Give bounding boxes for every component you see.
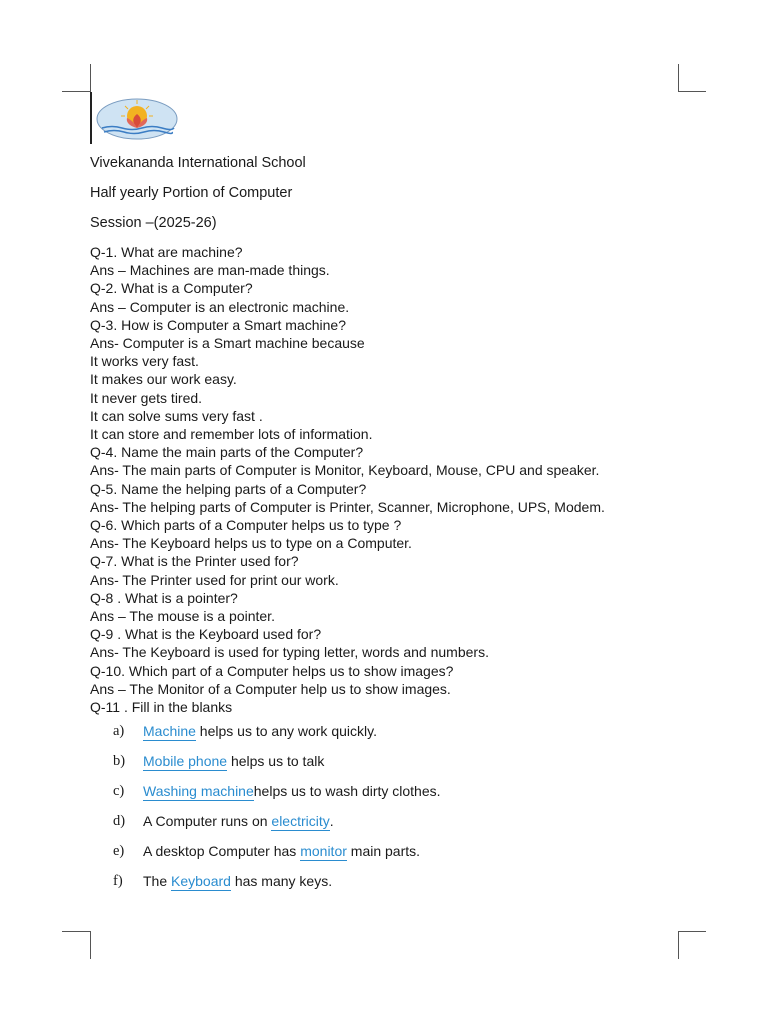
blank-answer: monitor	[300, 843, 347, 859]
fill-in-the-blanks-list	[90, 722, 730, 902]
text-line: It never gets tired.	[90, 389, 203, 406]
text-line: Q-3. How is Computer a Smart machine?	[90, 316, 346, 333]
document-title: Half yearly Portion of Computer	[90, 185, 293, 201]
crop-mark-top-left-v	[90, 64, 91, 92]
list-item	[90, 752, 730, 782]
text-after: helps us to any work quickly.	[195, 723, 377, 739]
text-line: Q-4. Name the main parts of the Computer?	[90, 444, 364, 461]
list-item-text	[143, 872, 332, 891]
crop-mark-bottom-left-v	[90, 931, 91, 959]
school-name: Vivekananda International School	[90, 155, 306, 171]
text-line: Q-2. What is a Computer?	[90, 280, 253, 297]
list-item	[90, 842, 730, 872]
list-item-text	[143, 722, 377, 741]
question-answer-list	[90, 243, 730, 716]
blank-answer: Machine	[143, 723, 196, 739]
text-line: It can store and remember lots of information.	[90, 426, 373, 443]
text-line: Ans- The helping parts of Computer is Printer, Scanner, Microphone, UPS, Modem.	[90, 498, 605, 515]
blank-answer: Washing machine	[143, 783, 254, 799]
text-line: Ans – Computer is an electronic machine.	[90, 298, 350, 315]
blank-answer: electricity	[271, 813, 330, 829]
crop-mark-bottom-left-h	[62, 931, 90, 932]
text-line: Q-5. Name the helping parts of a Computer?	[90, 480, 367, 497]
list-item	[90, 812, 730, 842]
crop-mark-top-right-h	[678, 91, 706, 92]
text-line: Ans- The Keyboard helps us to type on a Computer.	[90, 535, 412, 552]
list-item-text	[143, 782, 441, 801]
text-line: Ans- The main parts of Computer is Monitor, Keyboard, Mouse, CPU and speaker.	[90, 462, 600, 479]
text-line: It works very fast.	[90, 353, 199, 370]
list-marker: a)	[113, 723, 125, 739]
text-after: main parts.	[346, 843, 421, 859]
text-after: .	[329, 813, 334, 829]
text-line: Q-1. What are machine?	[90, 244, 243, 260]
list-item-text	[143, 842, 420, 861]
list-marker: e)	[113, 843, 125, 859]
text-line: Q-6. Which parts of a Computer helps us to type ?	[90, 517, 402, 534]
session-label: Session –(2025-26)	[90, 215, 217, 231]
crop-mark-top-right-v	[678, 64, 679, 92]
list-marker: c)	[113, 783, 125, 799]
text-after: has many keys.	[230, 873, 333, 889]
text-before: The	[143, 873, 172, 889]
text-line: It makes our work easy.	[90, 371, 237, 388]
text-line: Ans – Machines are man-made things.	[90, 262, 330, 279]
lotus-sun-logo-icon	[92, 92, 183, 144]
crop-mark-bottom-right-h	[678, 931, 706, 932]
list-item	[90, 722, 730, 752]
text-line: Q-9 . What is the Keyboard used for?	[90, 626, 322, 643]
text-line: Ans- Computer is a Smart machine because	[90, 335, 365, 352]
blank-answer: Mobile phone	[143, 753, 228, 769]
text-line: Q-11 . Fill in the blanks	[90, 699, 233, 716]
text-before: A desktop Computer has	[143, 843, 301, 859]
list-item-text	[143, 812, 334, 831]
text-line: Q-8 . What is a pointer?	[90, 589, 238, 606]
list-item	[90, 872, 730, 902]
school-logo	[90, 92, 183, 144]
text-line: It can solve sums very fast .	[90, 407, 263, 424]
crop-mark-top-left-h	[62, 91, 90, 92]
list-marker: f)	[113, 873, 123, 889]
blank-answer: Keyboard	[171, 873, 231, 889]
list-marker: d)	[113, 813, 126, 829]
text-after: helps us to talk	[227, 753, 325, 769]
text-line: Q-7. What is the Printer used for?	[90, 553, 299, 570]
list-item	[90, 782, 730, 812]
list-marker: b)	[113, 753, 126, 769]
text-line: Ans- The Keyboard is used for typing letter, words and numbers.	[90, 644, 489, 661]
text-line: Q-10. Which part of a Computer helps us to show images?	[90, 662, 454, 679]
text-line: Ans- The Printer used for print our work.	[90, 571, 339, 588]
text-line: Ans – The mouse is a pointer.	[90, 608, 275, 625]
text-after: helps us to wash dirty clothes.	[253, 783, 441, 799]
text-line: Ans – The Monitor of a Computer help us to show images.	[90, 680, 451, 697]
text-before: A Computer runs on	[143, 813, 272, 829]
crop-mark-bottom-right-v	[678, 931, 679, 959]
list-item-text	[143, 752, 324, 771]
